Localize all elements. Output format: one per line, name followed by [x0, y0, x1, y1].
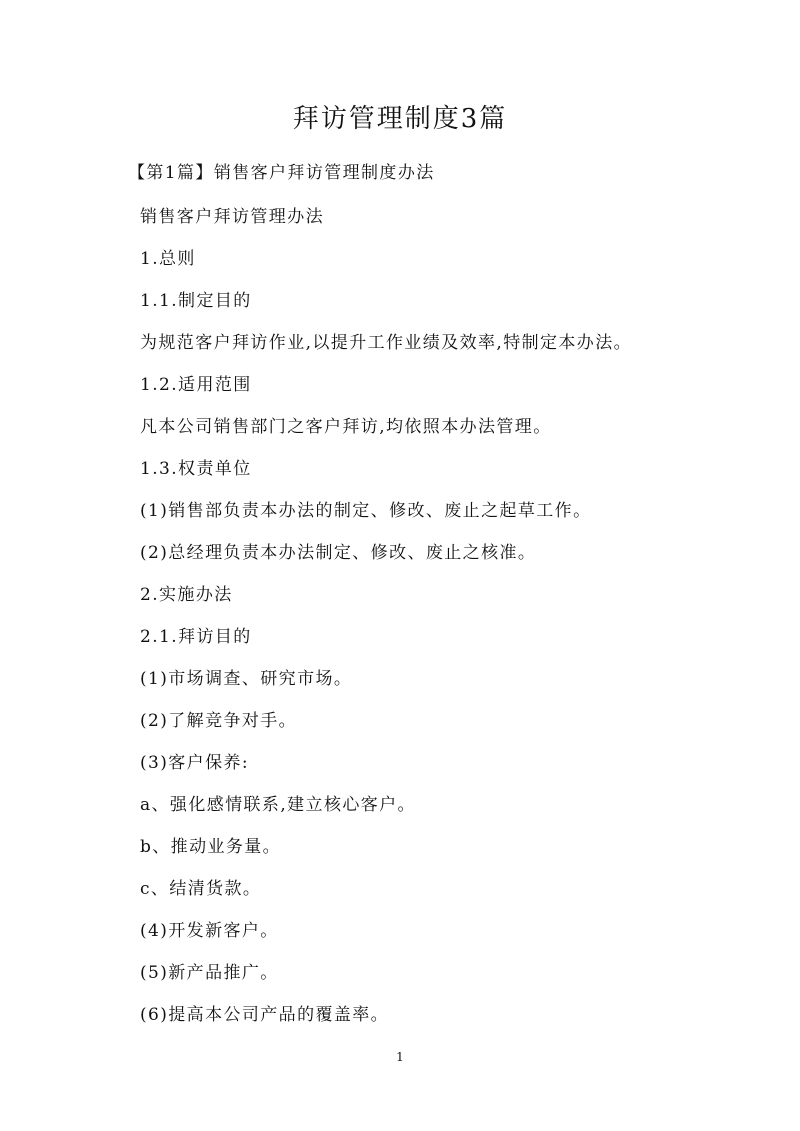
paragraph-heading-visit-purpose: 2.1.拜访目的	[140, 627, 252, 647]
paragraph-sub-item: c、结清货款。	[140, 879, 262, 899]
paragraph-sub-item: a、强化感情联系,建立核心客户。	[140, 795, 416, 815]
paragraph-text: 为规范客户拜访作业,以提升工作业绩及效率,特制定本办法。	[140, 333, 633, 353]
paragraph-list-item: (2)总经理负责本办法制定、修改、废止之核准。	[140, 543, 537, 563]
paragraph-heading-purpose: 1.1.制定目的	[140, 291, 252, 311]
paragraph-list-item: (4)开发新客户。	[140, 921, 279, 941]
paragraph-heading-general: 1.总则	[140, 249, 196, 269]
paragraph-list-item: (5)新产品推广。	[140, 963, 279, 983]
paragraph-sub-item: b、推动业务量。	[140, 837, 282, 857]
paragraph-text: 凡本公司销售部门之客户拜访,均依照本办法管理。	[140, 417, 552, 437]
paragraph-list-item: (2)了解竞争对手。	[140, 711, 298, 731]
paragraph-list-item: (1)销售部负责本办法的制定、修改、废止之起草工作。	[140, 501, 592, 521]
page-number: 1	[396, 1050, 404, 1064]
paragraph-subtitle: 销售客户拜访管理办法	[140, 207, 324, 227]
paragraph-list-item: (6)提高本公司产品的覆盖率。	[140, 1005, 390, 1025]
document-title: 拜访管理制度3篇	[292, 104, 508, 134]
paragraph-list-item: (1)市场调查、研究市场。	[140, 669, 353, 689]
paragraph-heading-scope: 1.2.适用范围	[140, 375, 252, 395]
section-heading: 【第1篇】销售客户拜访管理制度办法	[128, 163, 435, 183]
paragraph-heading-responsibility: 1.3.权责单位	[140, 459, 252, 479]
paragraph-list-item: (3)客户保养:	[140, 753, 250, 773]
paragraph-heading-implementation: 2.实施办法	[140, 585, 233, 605]
